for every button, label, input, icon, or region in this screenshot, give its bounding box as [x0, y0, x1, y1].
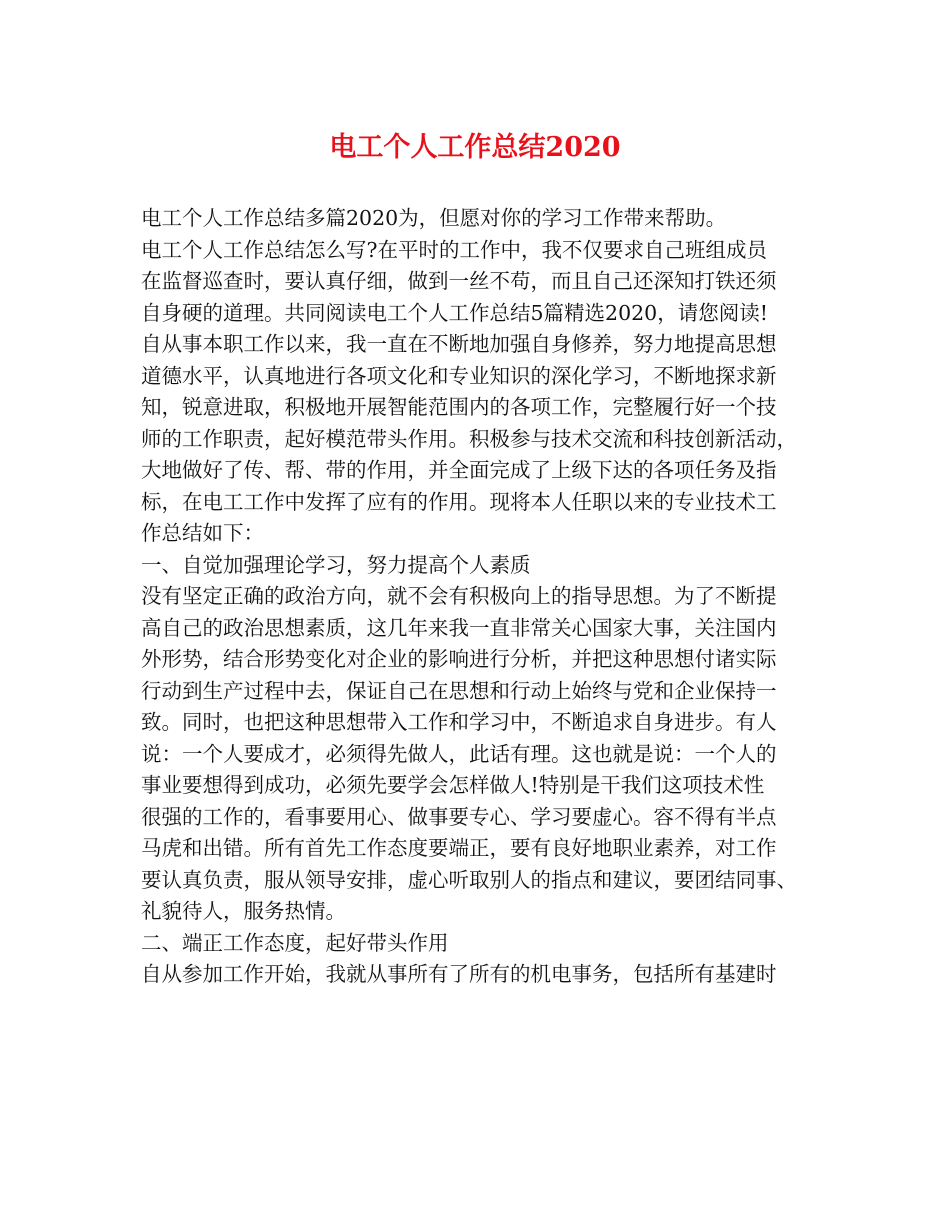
text-line: 外形势，结合形势变化对企业的影响进行分析，并把这种思想付诸实际 — [141, 647, 777, 671]
text-line: 道德水平，认真地进行各项文化和专业知识的深化学习，不断地探求新 — [141, 363, 777, 388]
text-line: 致。同时，也把这种思想带入工作和学习中，不断追求自身进步。有人 — [141, 710, 777, 734]
text-line: 电工个人工作总结多篇2020为，但愿对你的学习工作带来帮助。 — [141, 206, 727, 230]
text-line: 没有坚定正确的政治方向，就不会有积极向上的指导思想。为了不断提 — [141, 584, 777, 608]
text-line: 行动到生产过程中去，保证自己在思想和行动上始终与党和企业保持一 — [141, 678, 777, 703]
text-line: 高自己的政治思想素质，这几年来我一直非常关心国家大事，关注国内 — [141, 615, 777, 640]
text-line: 说：一个人要成才，必须得先做人，此话有理。这也就是说：一个人的 — [141, 741, 777, 766]
text-line: 自从事本职工作以来，我一直在不断地加强自身修养，努力地提高思想 — [141, 332, 777, 356]
text-line: 作总结如下： — [141, 521, 264, 545]
section-heading: 一、自觉加强理论学习，努力提高个人素质 — [141, 552, 531, 577]
text-line: 要认真负责，服从领导安排，虚心听取别人的指点和建议，要团结同事、 — [141, 867, 797, 892]
text-line: 大地做好了传、帮、带的作用，并全面完成了上级下达的各项任务及指 — [141, 458, 777, 482]
text-line: 标，在电工工作中发挥了应有的作用。现将本人任职以来的专业技术工 — [141, 489, 777, 514]
text-line: 电工个人工作总结怎么写?在平时的工作中，我不仅要求自己班组成员 — [141, 237, 767, 262]
text-line: 在监督巡查时，要认真仔细，做到一丝不苟，而且自己还深知打铁还须 — [141, 269, 777, 293]
text-line: 自从参加工作开始，我就从事所有了所有的机电事务，包括所有基建时 — [141, 962, 777, 986]
text-line: 知，锐意进取，积极地开展智能范围内的各项工作，完整履行好一个技 — [141, 395, 777, 419]
text-line: 马虎和出错。所有首先工作态度要端正，要有良好地职业素养，对工作 — [141, 836, 777, 860]
text-line: 事业要想得到成功，必须先要学会怎样做人!特别是干我们这项技术性 — [141, 773, 765, 797]
section-heading: 二、端正工作态度，起好带头作用 — [141, 930, 449, 955]
text-line: 很强的工作的，看事要用心、做事要专心、学习要虚心。容不得有半点 — [141, 804, 777, 829]
text-line: 师的工作职责，起好模范带头作用。积极参与技术交流和科技创新活动， — [141, 426, 797, 451]
text-line: 礼貌待人，服务热情。 — [141, 899, 346, 923]
document-body — [141, 203, 821, 991]
page-title: 电工个人工作总结2020 — [329, 132, 621, 163]
text-line: 自身硬的道理。共同阅读电工个人工作总结5篇精选2020，请您阅读! — [141, 300, 768, 325]
